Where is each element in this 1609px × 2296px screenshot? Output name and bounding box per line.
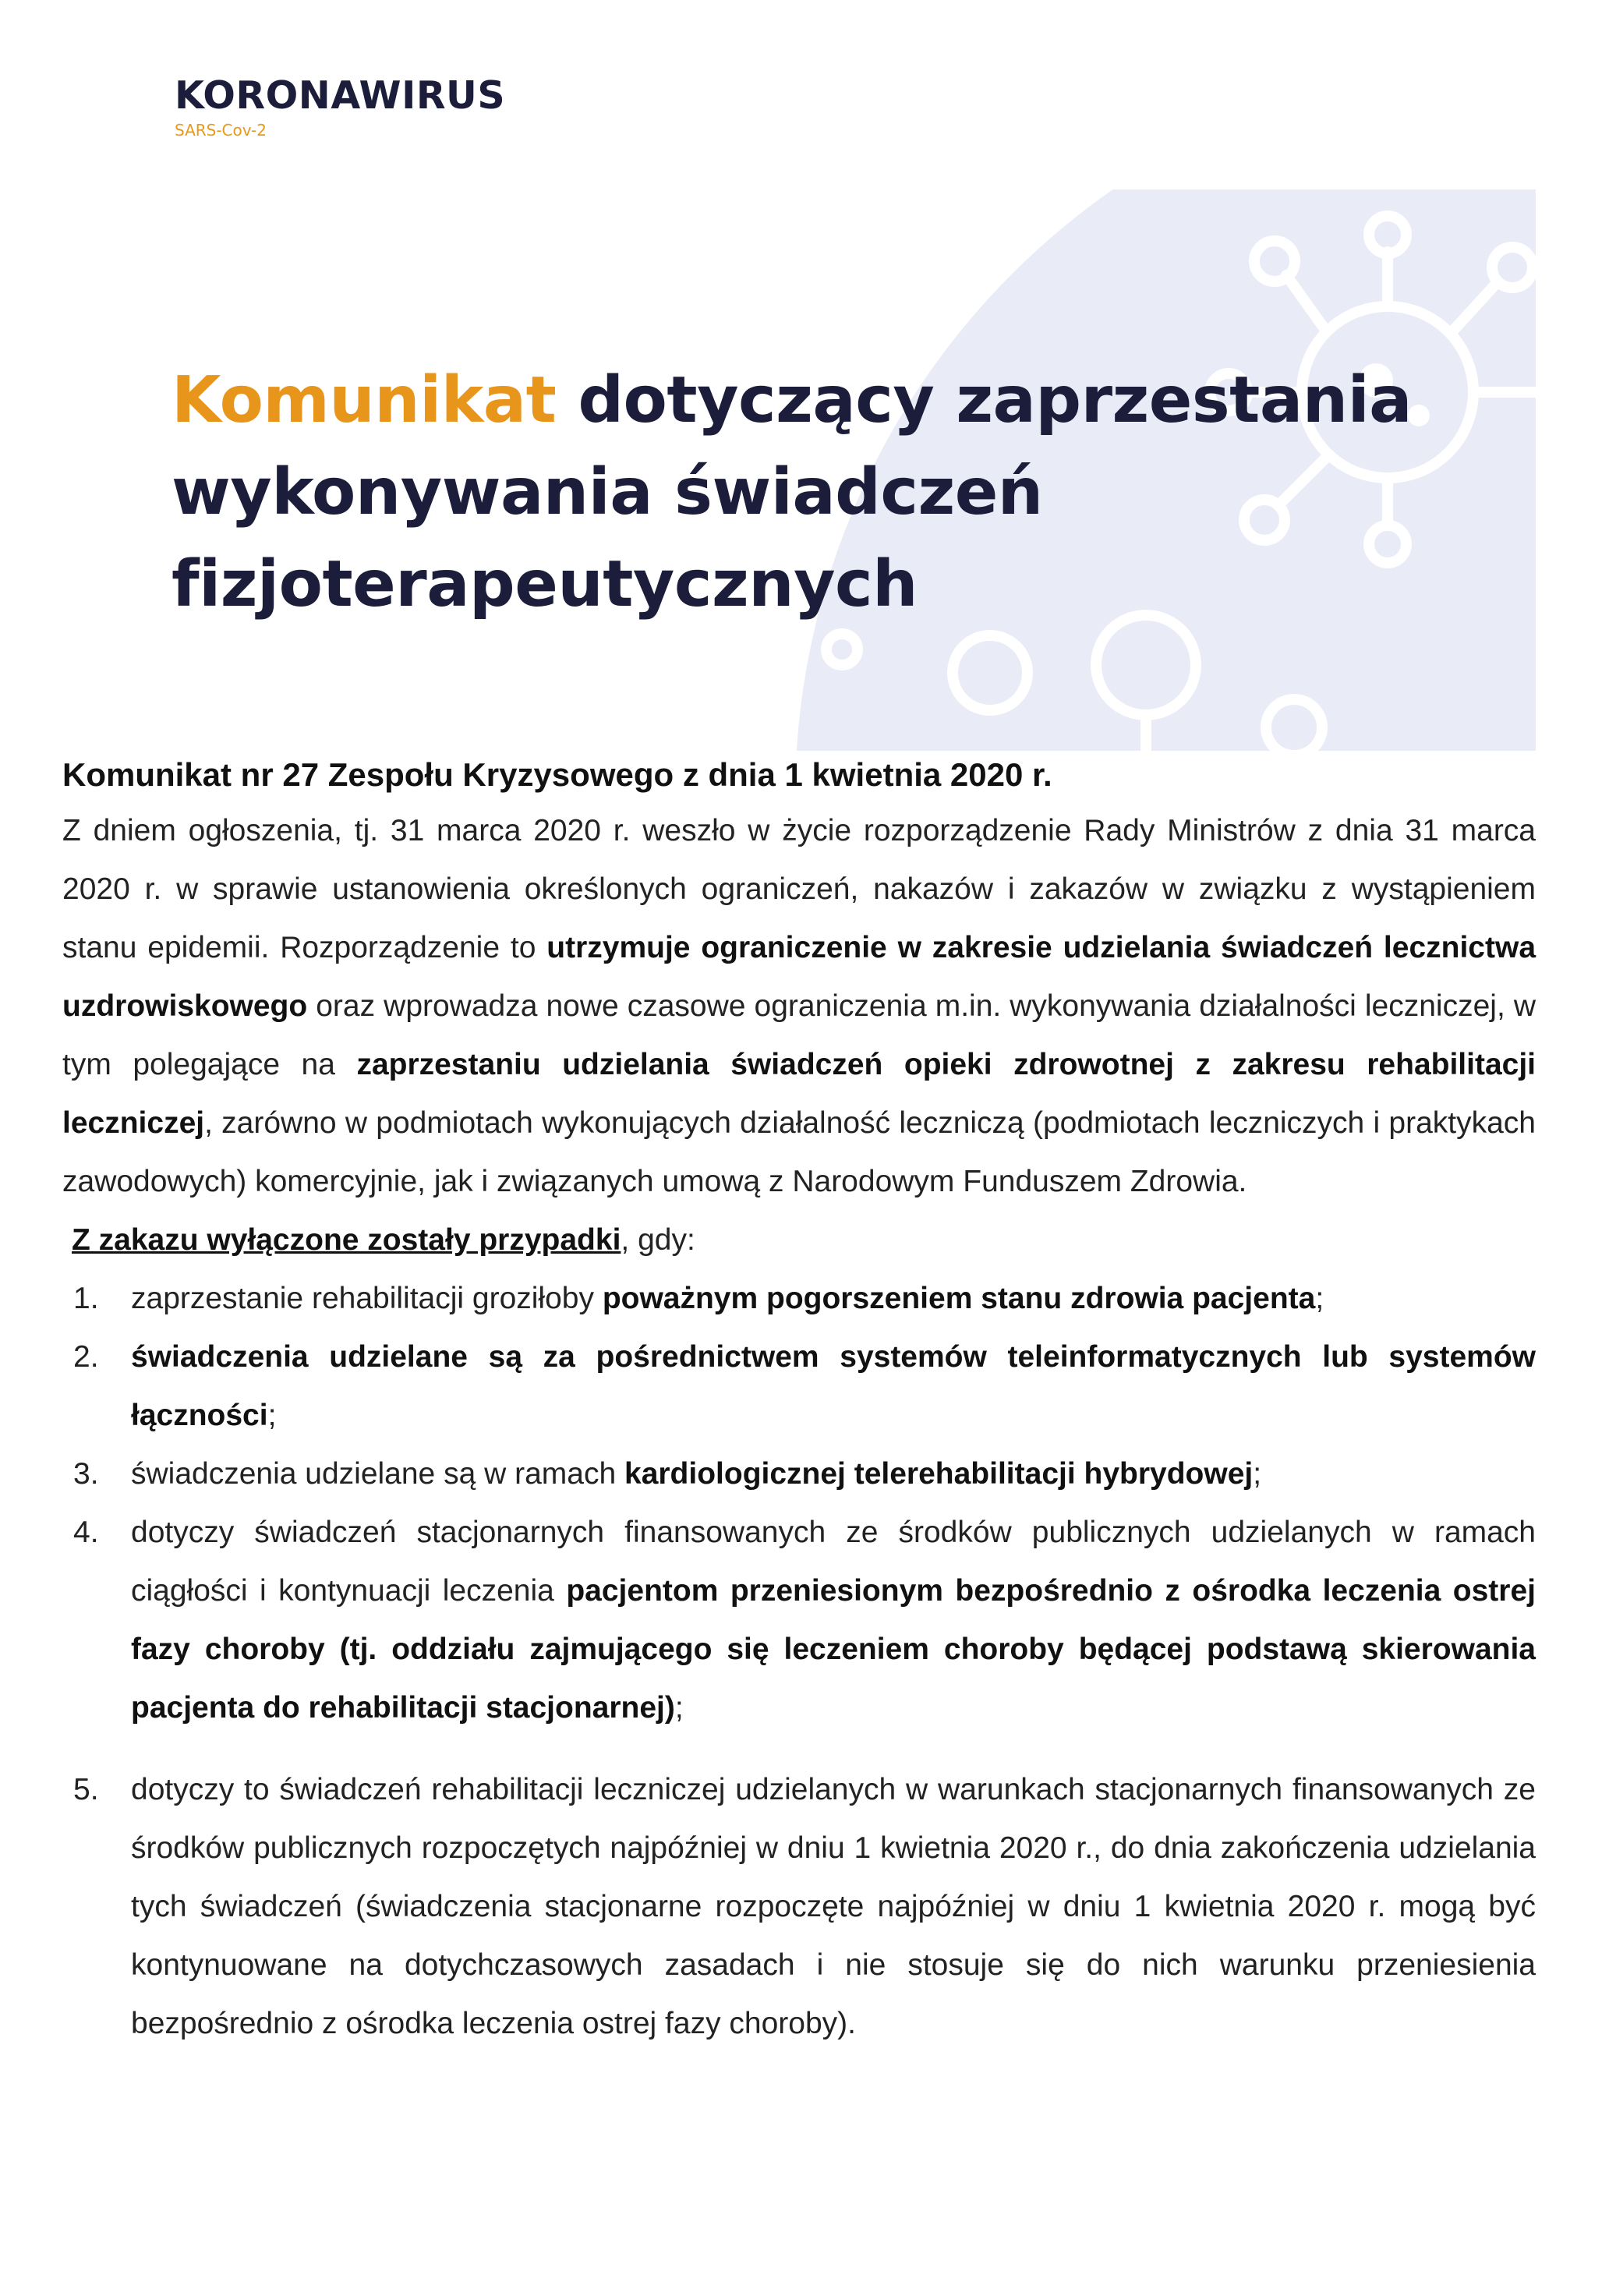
list-item bbox=[62, 1269, 1536, 1328]
exclusions-rest: , gdy: bbox=[621, 1223, 695, 1257]
list-item-text: dotyczy świadczeń stacjonarnych finansowanych ze środków publicznych udzielanych w ramach ciągłości i kontynuacji leczenia bbox=[131, 1516, 1536, 1608]
exclusions-lead bbox=[72, 1211, 1536, 1269]
title-rest: dotyczący zaprzestania wykonywania świadczeń fizjoterapeutycznych bbox=[172, 363, 1413, 621]
brand-logo bbox=[175, 73, 506, 140]
list-item-bold: kardiologicznej telerehabilitacji hybrydowej bbox=[624, 1457, 1254, 1491]
list-item-text: świadczenia udzielane są w ramach bbox=[131, 1457, 624, 1491]
list-item-end: ; bbox=[1315, 1282, 1324, 1315]
intro-bold-2: zaprzestaniu udzielania świadczeń opieki zdrowotnej z zakresu rehabilitacji leczniczej bbox=[62, 1048, 1537, 1140]
list-item-bold: poważnym pogorszeniem stanu zdrowia pacjenta bbox=[602, 1282, 1316, 1315]
list-item bbox=[62, 1445, 1536, 1503]
document-body bbox=[62, 748, 1536, 2053]
intro-bold-1: utrzymuje ograniczenie w zakresie udzielania świadczeń lecznictwa uzdrowiskowego bbox=[62, 931, 1537, 1023]
list-item-end: ; bbox=[674, 1691, 684, 1725]
intro-text-3: , zarówno w podmiotach wykonujących działalność leczniczą (podmiotach leczniczych i praktykach zawodowych) komercyjnie, jak i związanych umową z Narodowym Funduszem Zdrowia. bbox=[62, 1106, 1536, 1198]
list-item-number: 3. bbox=[73, 1457, 99, 1491]
list-item-number: 5. bbox=[73, 1773, 99, 1806]
list-item bbox=[62, 1503, 1536, 1737]
list-item-text: dotyczy to świadczeń rehabilitacji leczniczej udzielanych w warunkach stacjonarnych finansowanych ze środków publicznych rozpoczętych najpóźniej w dniu 1 kwietnia 2020 r., do dnia zakończenia udzielania tych świadczeń (świadczenia stacjonarne rozpoczęte najpóźniej w dniu 1 kwietnia 2020 r. mogą być kontynuowane na dotychczasowych zasadach i nie stosuje się do nich warunku przeniesienia bezpośrednio z ośrodka leczenia ostrej fazy choroby). bbox=[131, 1773, 1536, 2040]
list-item-number: 2. bbox=[73, 1340, 99, 1374]
brand-name: KORONAWIRUS bbox=[175, 73, 506, 118]
list-item-end: ; bbox=[1253, 1457, 1262, 1491]
title-accent: Komunikat bbox=[172, 363, 557, 437]
page-title bbox=[172, 355, 1512, 631]
list-item-text: zaprzestanie rehabilitacji groziłoby bbox=[131, 1282, 603, 1315]
list-item bbox=[62, 1760, 1536, 2053]
intro-text-1: Z dniem ogłoszenia, tj. 31 marca 2020 r. weszło w życie rozporządzenie Rady Ministrów z dnia 31 marca 2020 r. w sprawie ustanowienia określonych ograniczeń, nakazów i zakazów w związku z wystąpieniem stanu epidemii. Rozporządzenie to bbox=[62, 814, 1536, 964]
list-item-end: ; bbox=[267, 1399, 277, 1432]
brand-subtitle: SARS-Cov-2 bbox=[175, 121, 267, 140]
exclusion-list bbox=[62, 1269, 1536, 2053]
list-item-bold: pacjentom przeniesionym bezpośrednio z ośrodka leczenia ostrej fazy choroby (tj. oddziału zajmującego się leczeniem choroby będącej podstawą skierowania pacjenta do rehabilitacji stacjonarnej) bbox=[131, 1574, 1536, 1725]
intro-text-2: oraz wprowadza nowe czasowe ograniczenia m.in. wykonywania działalności leczniczej, w tym polegające na bbox=[62, 989, 1536, 1081]
announcement-heading: Komunikat nr 27 Zespołu Kryzysowego z dnia 1 kwietnia 2020 r. bbox=[62, 756, 1052, 793]
list-item bbox=[62, 1328, 1536, 1445]
intro-paragraph bbox=[62, 801, 1536, 1211]
list-item-bold: świadczenia udzielane są za pośrednictwem systemów teleinformatycznych lub systemów łączności bbox=[131, 1340, 1536, 1432]
list-item-number: 4. bbox=[73, 1516, 99, 1549]
list-item-number: 1. bbox=[73, 1282, 99, 1315]
exclusions-underlined: Z zakazu wyłączone zostały przypadki bbox=[72, 1223, 621, 1257]
